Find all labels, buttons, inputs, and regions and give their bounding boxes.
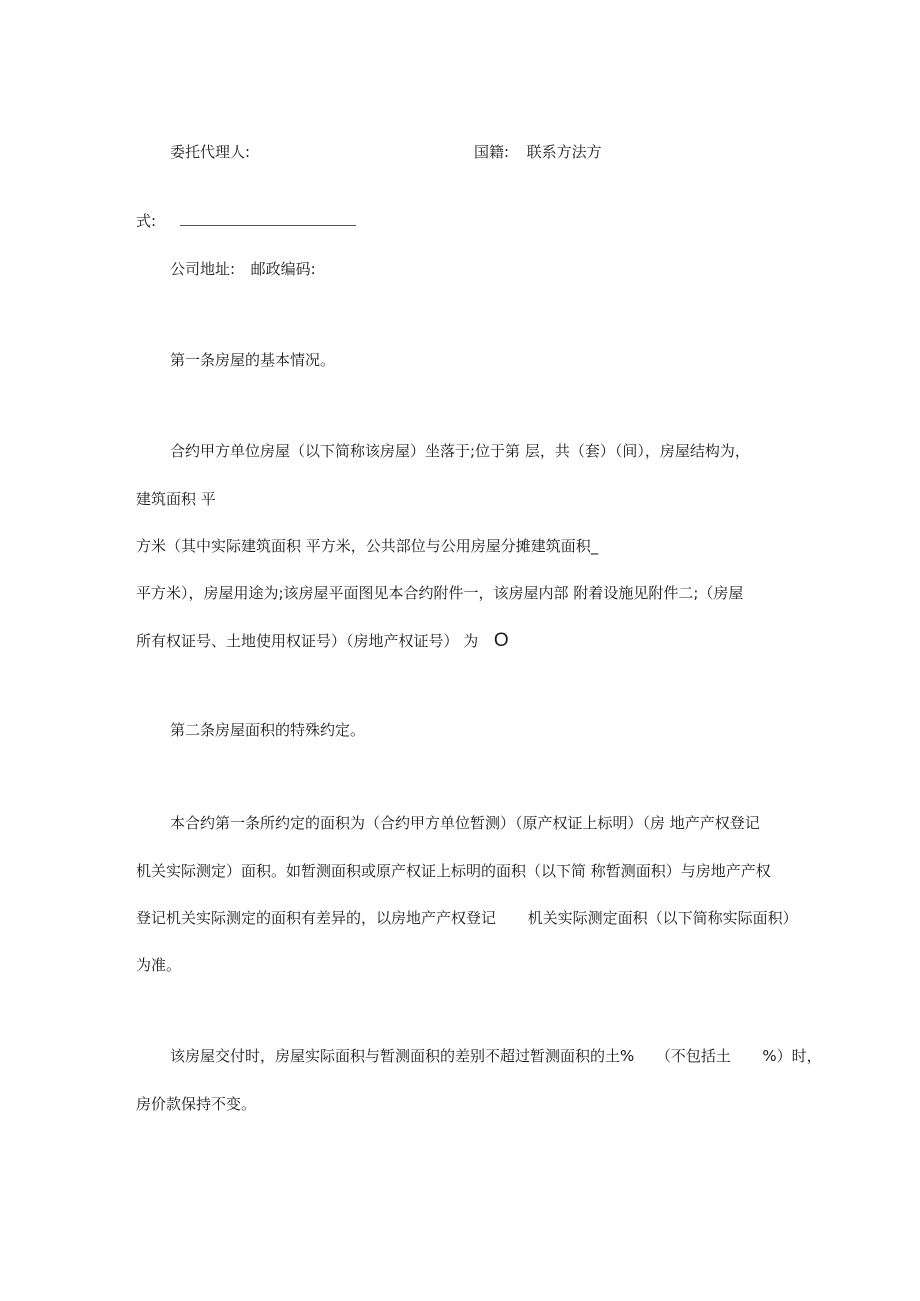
- contact-end-line: [136, 211, 356, 231]
- article2-para2-line2: 房价款保持不变。: [136, 1095, 257, 1113]
- article1-line4: 平方米），房屋用途为;该房屋平面图见本合约附件一，该房屋内部 附着设施见附件二;（房屋: [136, 584, 744, 602]
- article2-para2-part-c: %）时，: [762, 1047, 822, 1065]
- article2-line3-part-b: 机关实际测定面积（以下简称实际面积）: [527, 909, 798, 927]
- article2-line3-part-a: 登记机关实际测定的面积有差异的，以房地产产权登记: [136, 909, 497, 927]
- article2-para2-part-a: 该房屋交付时，房屋实际面积与暂测面积的差别不超过暂测面积的土%: [170, 1047, 635, 1065]
- article1-line3: 方米（其中实际建筑面积 平方米，公共部位与公用房屋分摊建筑面积_: [136, 537, 599, 555]
- article2-line3: [136, 908, 798, 928]
- company-address-label: 公司地址:: [170, 260, 236, 278]
- article2-title: 第二条房屋面积的特殊约定。: [170, 721, 366, 739]
- article2-line1: 本合约第一条所约定的面积为（合约甲方单位暂测）（原产权证上标明）（房 地产产权登记: [170, 814, 760, 832]
- contact-label-start: 联系方法方: [526, 143, 602, 161]
- article1-line1: 合约甲方单位房屋（以下简称该房屋）坐落于;位于第 层，共（套）（间），房屋结构为，: [170, 442, 750, 460]
- article2-line2: 机关实际测定）面积。如暂测面积或原产权证上标明的面积（以下简 称暂测面积）与房地产产权: [136, 862, 771, 880]
- agent-label: 委托代理人:: [170, 143, 251, 161]
- nationality-contact-line: [474, 142, 602, 162]
- article2-para2-part-b: （不包括土: [655, 1047, 731, 1065]
- contact-blank-field: [180, 213, 356, 226]
- article2-line4: 为准。: [136, 956, 182, 974]
- article1-line5-end: O: [493, 630, 509, 651]
- article1-line2: 建筑面积 平: [136, 490, 216, 508]
- company-line: [170, 259, 316, 279]
- article1-line5-text: 所有权证号、土地使用权证号）（房地产权证号） 为: [136, 632, 479, 650]
- nationality-label: 国籍:: [474, 143, 510, 161]
- article2-para2-line1: [170, 1046, 822, 1066]
- contact-label-end: 式:: [136, 212, 157, 230]
- postal-code-label: 邮政编码:: [250, 260, 316, 278]
- agent-line: [170, 142, 250, 162]
- article1-title: 第一条房屋的基本情况。: [170, 351, 336, 369]
- article1-line5: [136, 631, 509, 651]
